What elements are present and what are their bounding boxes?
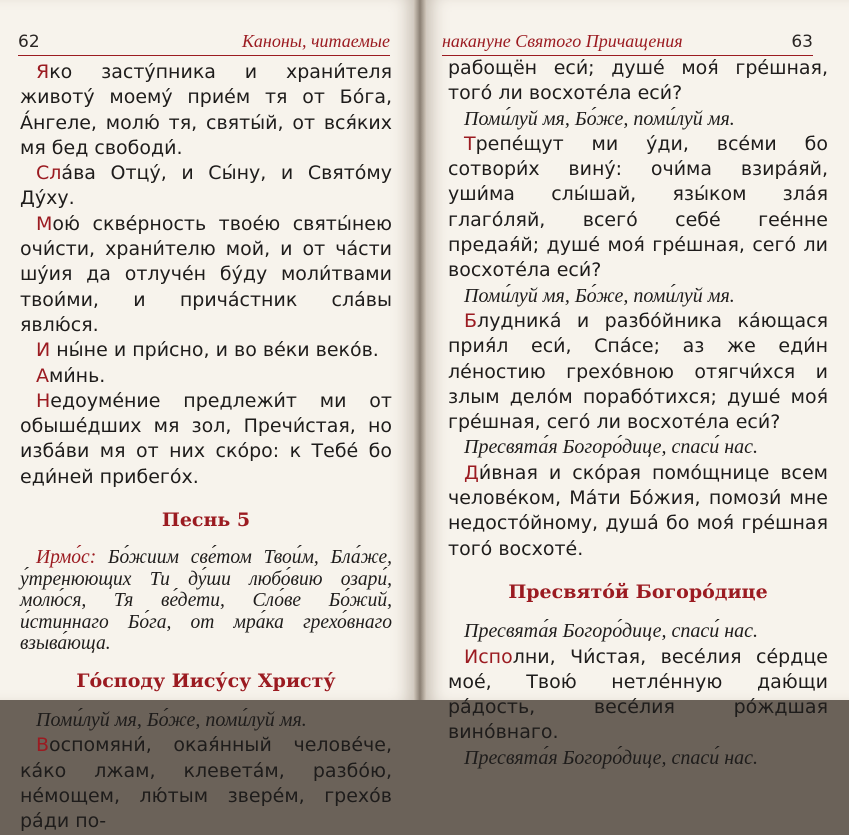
right-page-header (442, 26, 813, 56)
red-initial: Испо (464, 645, 513, 668)
paragraph (448, 645, 828, 746)
paragraph: рабощён еси́; душе́ моя́ гре́шная, того́ ли восхоте́ла еси́? (448, 57, 828, 105)
paragraph (448, 309, 828, 435)
red-initial: В (36, 734, 50, 757)
red-initial: Т (464, 132, 476, 155)
paragraph (20, 733, 392, 834)
refrain: Поми́луй мя, Бо́же, поми́луй мя. (464, 107, 735, 130)
book-gutter (414, 0, 426, 700)
paragraph-text: оспомяни́, окая́нный челове́че, ка́ко лжам, клевета́м, разбо́ю, не́мощем, лю́тым звере́м, грехо́в ра́ди по- (20, 734, 392, 833)
left-page-header (18, 26, 390, 56)
right-page-body (448, 56, 828, 771)
paragraph-text: а́ва Отцу́, и Сы́ну, и Свято́му Ду́ху. (20, 162, 392, 210)
refrain-theotokos: Пресвята́я Богоро́дице, спаси́ нас. (464, 746, 759, 769)
paragraph (20, 364, 392, 389)
red-initial: М (36, 212, 53, 235)
red-initial: Б (464, 309, 478, 332)
paragraph-text: и́вная и ско́рая помо́щнице всем челове́ком, Ма́ти Бо́жия, помози́ мне недосто́йному, душа́ бо моя́ гре́шная того́ восхоте́. (448, 461, 828, 560)
red-initial: Д (464, 461, 479, 484)
right-page (426, 0, 849, 769)
paragraph-text: ми́нь. (49, 364, 106, 387)
heading-to-theotokos: Пресвято́й Богоро́дице (508, 580, 768, 603)
paragraph (20, 389, 392, 490)
paragraph (20, 212, 392, 338)
refrain-theotokos: Пресвята́я Богоро́дице, спаси́ нас. (464, 620, 759, 643)
paragraph-text: ко засту́пника и храни́теля животу́ моему́ прие́м тя от Бо́га, А́нгеле, молю́ тя, святы́й, от вся́ких мя бед свободи́. (20, 61, 392, 159)
red-initial: Я (36, 61, 50, 83)
paragraph (20, 161, 392, 212)
paragraph-text: лни, Чи́стая, весе́лия се́рдце мое́, Твою́ нетле́нную даю́щи ра́дость, весе́лия ро́ждшая вино́внаго. (448, 645, 828, 744)
paragraph-text: ны́не и при́сно, и во ве́ки веко́в. (50, 339, 379, 362)
irmos-text: Бо́жиим све́том Твои́м, Бла́же, у́тренюющих Ти ду́ши любо́вию озари́, молю́ся, Тя ве́дети, Сло́ве Бо́жий, и́стиннаго Бо́га, от мра́ка грехо́внаго взыва́юща. (20, 547, 392, 655)
red-initial: А (36, 364, 49, 387)
left-page (0, 0, 414, 833)
running-title-right: накануне Святого Причащения (442, 31, 683, 51)
heading-to-christ: Го́споду Иису́су Христу́ (76, 669, 336, 692)
red-initial: Н (36, 389, 51, 412)
paragraph-text: едоуме́ние предлежи́т ми от обыше́дших мя зол, Пречи́стая, но изба́ви мя от них ско́ро: к Тебе́ бо еди́ней прибего́х. (20, 389, 392, 488)
page-number-left: 62 (18, 32, 40, 52)
left-page-body (20, 60, 392, 835)
red-initial: И (36, 339, 51, 362)
paragraph (20, 60, 392, 161)
paragraph (448, 132, 828, 284)
paragraph-text: лудника́ и разбо́йника ка́ющася прия́л еси́, Спа́се; аз же еди́н ле́ностию грехо́вною отягчи́хся и злым дело́м порабо́тихся; душе́ моя́ гре́шная, сего́ ли восхоте́ла еси́? (448, 309, 828, 434)
irmos (20, 547, 392, 655)
red-initial: Сл (36, 162, 62, 185)
refrain-theotokos: Пресвята́я Богоро́дице, спаси́ нас. (464, 436, 759, 459)
paragraph-text: ою́ скве́рность твое́ю святы́нею очи́сти, храни́телю мой, и от ча́сти шу́ия да отлуче́н бу́ду моли́твами твои́ми, и прича́стник сла́вы явлю́ся. (20, 212, 392, 336)
paragraph (20, 338, 392, 363)
refrain: Поми́луй мя, Бо́же, поми́луй мя. (36, 709, 307, 732)
paragraph-text: репе́щут ми у́ди, все́ми бо сотвори́х вину́: очи́ма взира́яй, уши́ма слы́шай, язы́ком зла́я глаго́ляй, всего́ себе́ гее́нне предая́й; душе́ моя́ гре́шная, сего́ ли восхоте́ла еси́? (448, 132, 828, 282)
running-title-left: Каноны, читаемые (241, 31, 390, 51)
page-number-right: 63 (791, 32, 813, 52)
refrain: Поми́луй мя, Бо́же, поми́луй мя. (464, 284, 735, 307)
irmos-label: Ирмо́с: (36, 547, 97, 569)
heading-song-5: Песнь 5 (161, 509, 251, 532)
paragraph (448, 461, 828, 562)
